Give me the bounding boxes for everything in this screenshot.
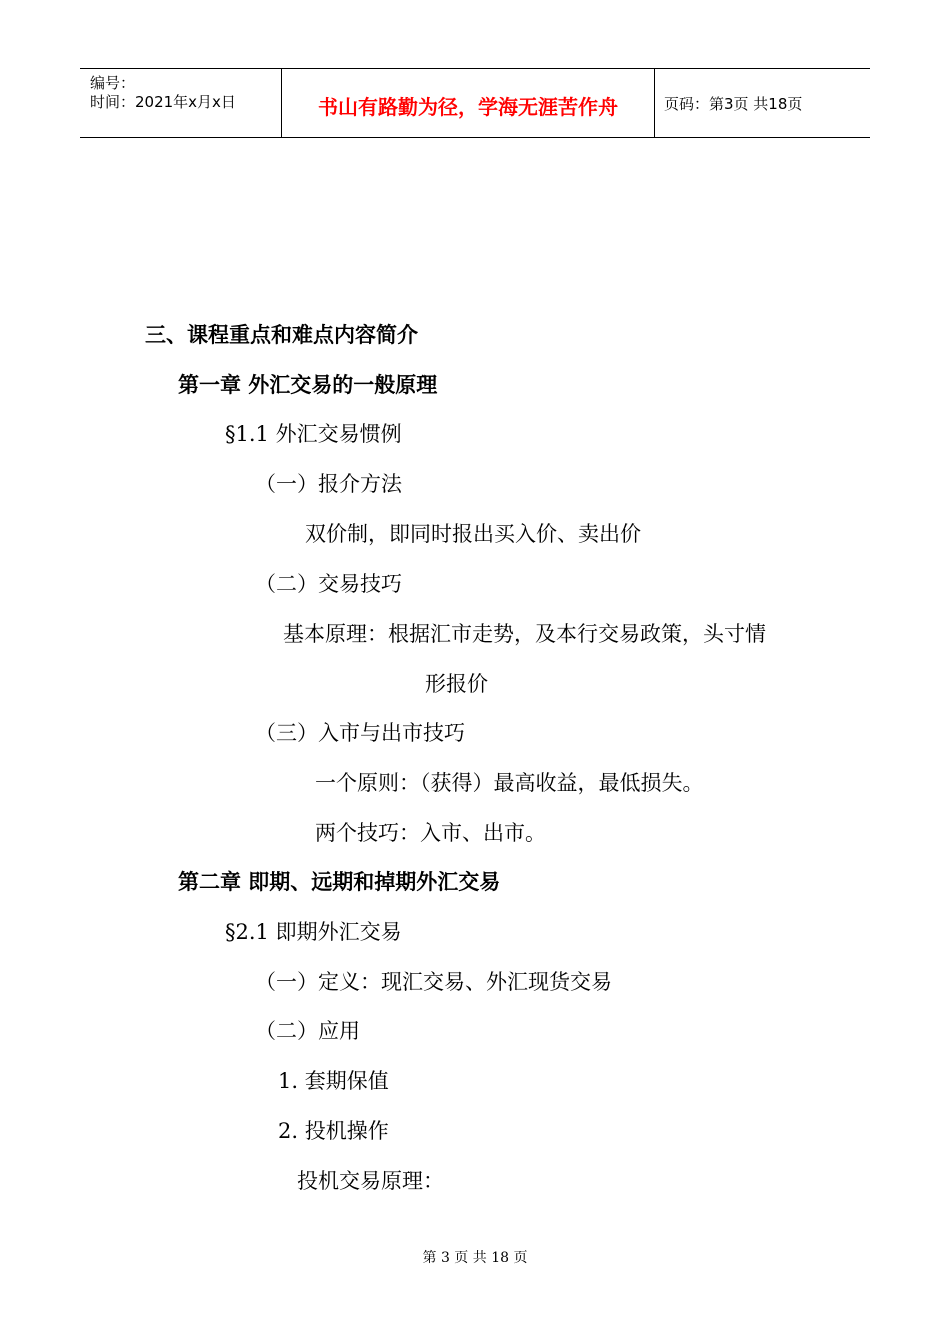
item-1-text: 双价制，即同时报出买入价、卖出价 bbox=[305, 522, 641, 546]
item-3-techniques: 两个技巧：入市、出市。 bbox=[315, 821, 546, 845]
motto-text: 书山有路勤为径，学海无涯苦作舟 bbox=[318, 95, 618, 119]
page-footer: 第 3 页 共 18 页 bbox=[422, 1250, 528, 1266]
list-item-speculation: 2. 投机操作 bbox=[278, 1119, 389, 1143]
page-header bbox=[80, 68, 870, 138]
chapter-2-title: 第二章 即期、远期和掉期外汇交易 bbox=[178, 869, 501, 894]
speculation-principle-label: 投机交易原理： bbox=[297, 1169, 444, 1193]
section-title: 三、课程重点和难点内容简介 bbox=[145, 322, 418, 347]
time-label: 时间：2021年x月x日 bbox=[90, 93, 236, 111]
item-1-heading: （一）报介方法 bbox=[255, 472, 402, 496]
item-2-text: 基本原理：根据汇市走势，及本行交易政策，头寸情 bbox=[283, 622, 766, 646]
header-page-cell bbox=[655, 69, 870, 137]
header-motto-cell bbox=[282, 69, 655, 137]
section-2-1-heading: §2.1 即期外汇交易 bbox=[225, 920, 402, 944]
chapter-1-title: 第一章 外汇交易的一般原理 bbox=[178, 372, 438, 397]
item-3-principle: 一个原则：（获得）最高收益，最低损失。 bbox=[315, 771, 704, 795]
page-info: 页码：第3页 共18页 bbox=[664, 95, 803, 113]
item-2-heading: （二）交易技巧 bbox=[255, 572, 402, 596]
item-3-heading: （三）入市与出市技巧 bbox=[255, 721, 465, 745]
header-info-cell bbox=[80, 69, 282, 137]
list-item-hedging: 1. 套期保值 bbox=[278, 1069, 389, 1093]
section-1-1-heading: §1.1 外汇交易惯例 bbox=[225, 422, 402, 446]
number-label: 编号： bbox=[90, 74, 136, 92]
ch2-item-2: （二）应用 bbox=[255, 1019, 360, 1043]
ch2-item-1: （一）定义：现汇交易、外汇现货交易 bbox=[255, 970, 612, 994]
item-2-text-continued: 形报价 bbox=[425, 672, 488, 696]
